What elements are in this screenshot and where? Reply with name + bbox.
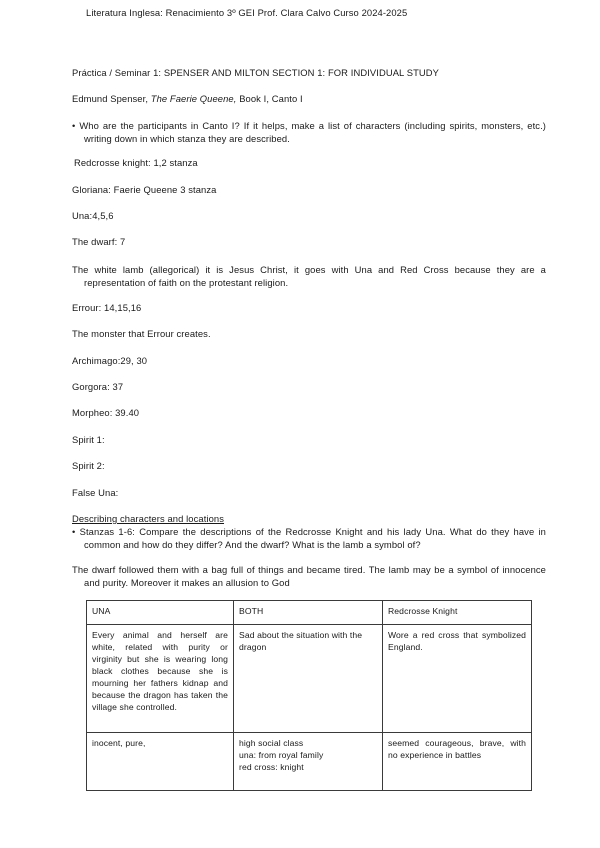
character-errour-monster: The monster that Errour creates.: [72, 328, 211, 339]
work-author: Edmund Spenser,: [72, 93, 149, 104]
section-heading: Describing characters and locations: [72, 513, 225, 524]
work-book-canto: Book I, Canto I: [239, 93, 303, 104]
table-header-row: [87, 601, 532, 625]
question-compare: • Stanzas 1-6: Compare the descriptions of the Redcrosse Knight and his lady Una. What do they have in common and how do they differ? And the dwarf? What is the lamb a symbol of?: [72, 526, 546, 550]
both-trait-line: high social class: [239, 738, 304, 748]
answer-compare: The dwarf followed them with a bag full of things and became tired. The lamb may be a symbol of innocence and purity. Moreover it makes an allusion to God: [72, 564, 546, 588]
practice-title: Práctica / Seminar 1: SPENSER AND MILTON SECTION 1: FOR INDIVIDUAL STUDY: [72, 67, 439, 78]
lamb-note: The white lamb (allegorical) it is Jesus Christ, it goes with Una and Red Cross because they are a representation of faith on the protestant religion.: [72, 264, 546, 288]
work-title: The Faerie Queene,: [150, 93, 237, 104]
header-una: UNA: [87, 601, 234, 625]
cell-both-traits: [234, 733, 383, 791]
table-row: [87, 733, 532, 791]
both-trait-line: una: from royal family: [239, 750, 324, 760]
page-header: Literatura Inglesa: Renacimiento 3º GEI Prof. Clara Calvo Curso 2024-2025: [86, 7, 408, 18]
work-citation: [72, 93, 303, 104]
both-trait-line: red cross: knight: [239, 762, 304, 772]
character-false-una: False Una:: [72, 487, 119, 498]
cell-una-traits: inocent, pure,: [87, 733, 234, 791]
header-both: BOTH: [234, 601, 383, 625]
table-row: [87, 625, 532, 733]
cell-both-description: Sad about the situation with the dragon: [234, 625, 383, 733]
character-dwarf: The dwarf: 7: [72, 236, 126, 247]
character-morpheo: Morpheo: 39.40: [72, 407, 140, 418]
character-spirit-2: Spirit 2:: [72, 460, 105, 471]
cell-knight-traits: seemed courageous, brave, with no experience in battles: [383, 733, 532, 791]
character-spirit-1: Spirit 1:: [72, 434, 105, 445]
character-errour: Errour: 14,15,16: [72, 302, 142, 313]
character-archimago: Archimago:29, 30: [72, 355, 148, 366]
character-gloriana: Gloriana: Faerie Queene 3 stanza: [72, 184, 217, 195]
character-una: Una:4,5,6: [72, 210, 114, 221]
header-redcrosse: Redcrosse Knight: [383, 601, 532, 625]
character-gorgora: Gorgora: 37: [72, 381, 124, 392]
comparison-table: [86, 600, 532, 791]
cell-una-description: Every animal and herself are white, related with purity or virginity but she is wearing long black clothes because she is mourning her fathers kidnap and because the dragon has taken the village she controlled.: [87, 625, 234, 733]
cell-knight-description: Wore a red cross that symbolized England.: [383, 625, 532, 733]
question-participants: • Who are the participants in Canto I? If it helps, make a list of characters (including spirits, monsters, etc.) writing down in which stanza they are described.: [72, 120, 546, 144]
character-redcrosse: Redcrosse knight: 1,2 stanza: [74, 157, 198, 168]
